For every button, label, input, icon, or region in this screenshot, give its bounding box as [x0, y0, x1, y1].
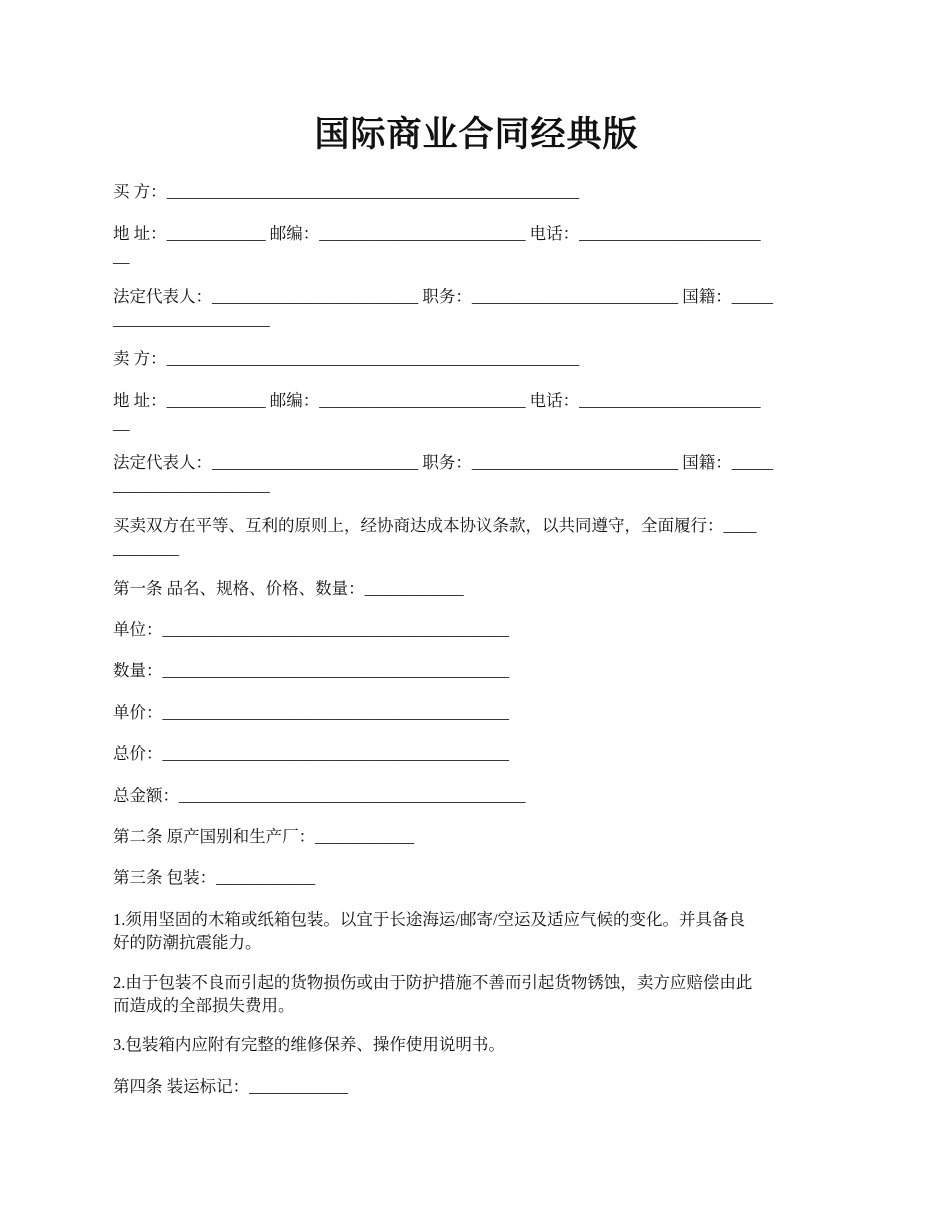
quantity-line: 数量：__________________________________________	[113, 661, 509, 680]
article-4-heading: 第四条 装运标记：____________	[113, 1077, 349, 1096]
total-amount-line: 总金额：__________________________________________	[113, 786, 526, 805]
article-2-heading: 第二条 原产国别和生产厂：____________	[113, 827, 415, 846]
packaging-clause-2: 2.由于包装不良而引起的货物损伤或由于防护措施不善而引起货物锈蚀，卖方应赔偿由此 而造成的全部损失费用。	[113, 973, 753, 1015]
document-title: 国际商业合同经典版	[314, 115, 639, 154]
article-3-heading: 第三条 包装：____________	[113, 868, 316, 887]
buyer-representative-line: 法定代表人：_________________________ 职务：_________________________ 国籍：_____ ___________________	[113, 287, 773, 329]
buyer-address-line: 地 址：____________ 邮编：_________________________ 电话：______________________ __	[113, 224, 761, 266]
unit-price-line: 单价：__________________________________________	[113, 703, 509, 722]
total-price-line: 总价：__________________________________________	[113, 744, 509, 763]
buyer-line: 买 方：__________________________________________________	[113, 182, 580, 201]
article-1-heading: 第一条 品名、规格、价格、数量：____________	[113, 579, 464, 598]
agreement-preamble: 买卖双方在平等、互利的原则上，经协商达成本协议条款，以共同遵守，全面履行：____ ________	[113, 516, 757, 558]
seller-representative-line: 法定代表人：_________________________ 职务：_________________________ 国籍：_____ ___________________	[113, 453, 773, 495]
seller-line: 卖 方：__________________________________________________	[113, 349, 580, 368]
seller-address-line: 地 址：____________ 邮编：_________________________ 电话：______________________ __	[113, 391, 761, 433]
packaging-clause-1: 1.须用坚固的木箱或纸箱包装。以宜于长途海运/邮寄/空运及适应气候的变化。并具备良 好的防潮抗震能力。	[113, 910, 746, 952]
unit-line: 单位：__________________________________________	[113, 620, 509, 639]
packaging-clause-3: 3.包装箱内应附有完整的维修保养、操作使用说明书。	[113, 1035, 505, 1054]
